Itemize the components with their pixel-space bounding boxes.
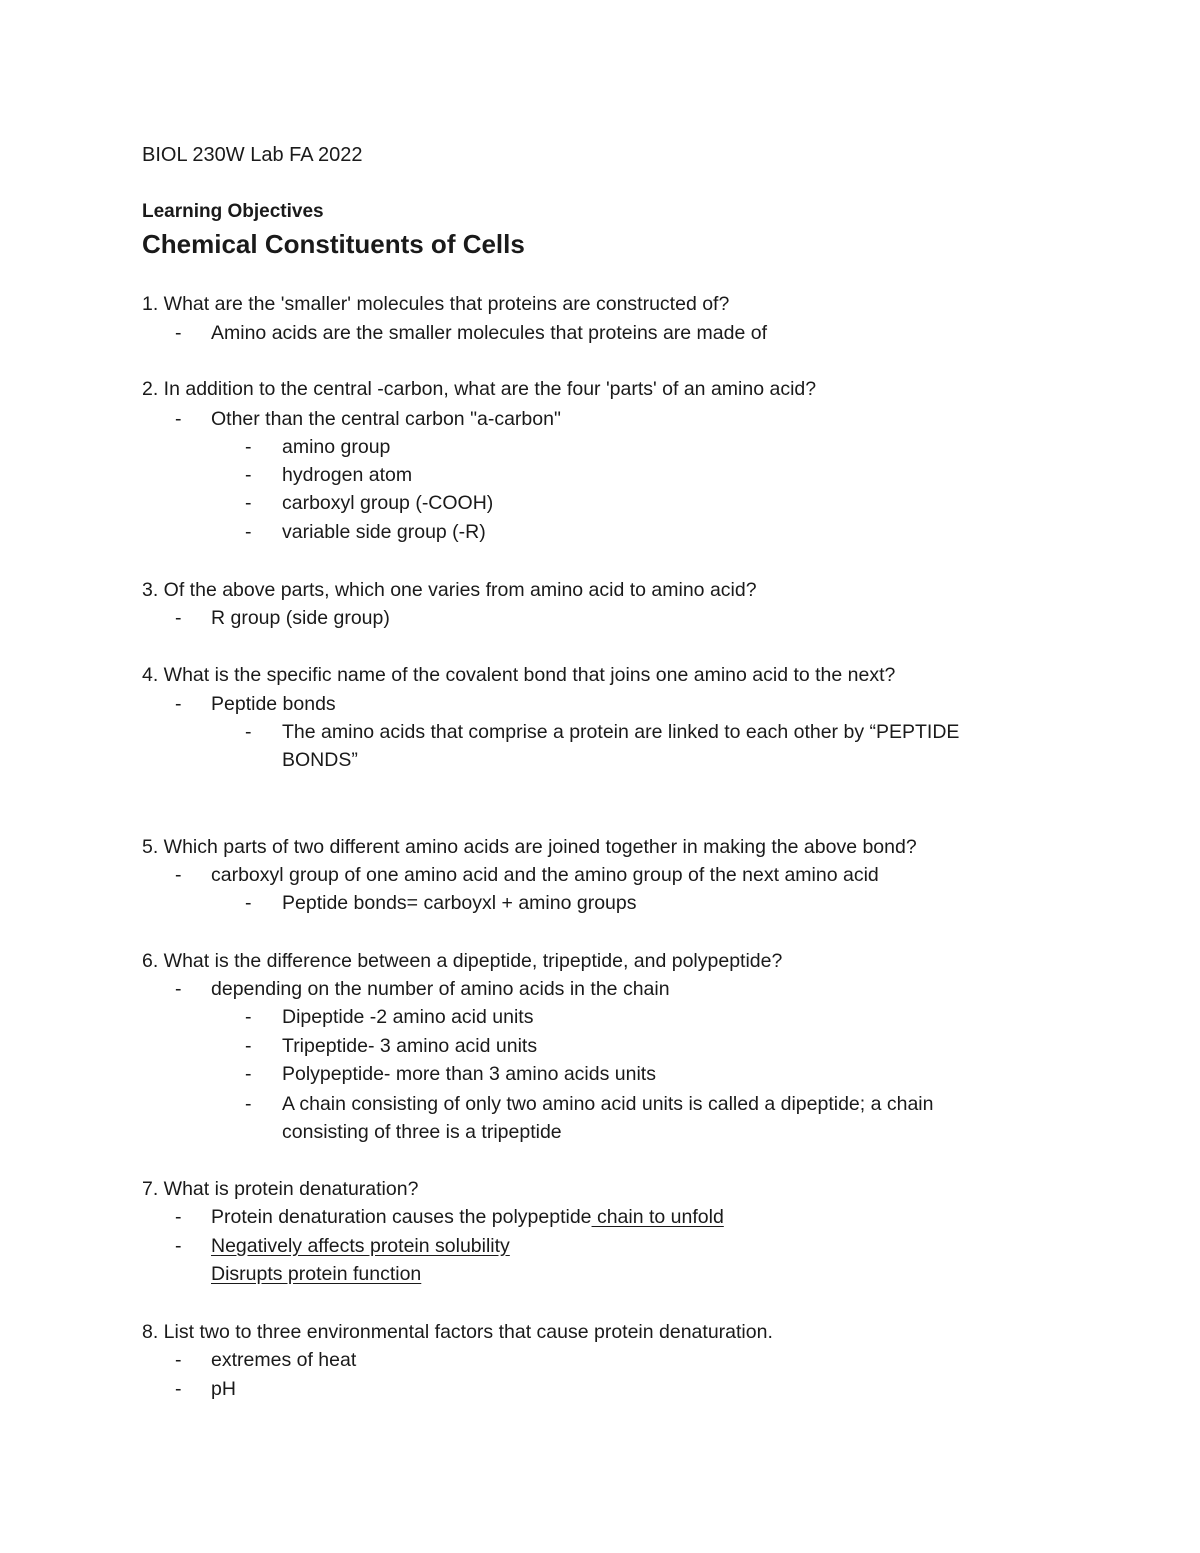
subanswer-4-1: The amino acids that comprise a protein are linked to each other by “PEPTIDE — [282, 721, 960, 743]
bullet-dash: - — [245, 464, 252, 486]
question-4: 4. What is the specific name of the covalent bond that joins one amino acid to the next? — [142, 664, 896, 686]
bullet-dash: - — [245, 1093, 252, 1115]
answer-6-1: depending on the number of amino acids in the chain — [211, 978, 670, 1000]
subanswer-4-1-cont: BONDS” — [282, 749, 358, 771]
answer-2-1: Other than the central carbon "a-carbon" — [211, 408, 561, 430]
bullet-dash: - — [245, 492, 252, 514]
bullet-dash: - — [245, 521, 252, 543]
bullet-dash: - — [175, 693, 182, 715]
question-3: 3. Of the above parts, which one varies from amino acid to amino acid? — [142, 579, 757, 601]
subanswer-6-2: Tripeptide- 3 amino acid units — [282, 1035, 538, 1057]
section-subheading: Learning Objectives — [142, 201, 324, 222]
bullet-dash: - — [175, 978, 182, 1000]
question-8: 8. List two to three environmental factors that cause protein denaturation. — [142, 1321, 773, 1343]
question-5: 5. Which parts of two different amino acids are joined together in making the above bond? — [142, 836, 917, 858]
answer-7-2: Negatively affects protein solubility — [211, 1235, 510, 1257]
bullet-dash: - — [245, 721, 252, 743]
subanswer-6-1: Dipeptide -2 amino acid units — [282, 1006, 534, 1028]
bullet-dash: - — [175, 322, 182, 344]
answer-7-1 — [211, 1203, 724, 1231]
bullet-dash: - — [245, 1063, 252, 1085]
question-1: 1. What are the 'smaller' molecules that proteins are constructed of? — [142, 293, 730, 315]
bullet-dash: - — [175, 864, 182, 886]
bullet-dash: - — [175, 1349, 182, 1371]
answer-7-1-underlined: chain to unfold — [591, 1206, 724, 1228]
bullet-dash: - — [175, 1378, 182, 1400]
answer-1-1: Amino acids are the smaller molecules that proteins are made of — [211, 322, 768, 344]
subanswer-2-4: variable side group (-R) — [282, 521, 486, 543]
bullet-dash: - — [175, 1235, 182, 1257]
answer-3-1: R group (side group) — [211, 607, 390, 629]
answer-5-1: carboxyl group of one amino acid and the amino group of the next amino acid — [211, 864, 879, 886]
subanswer-6-3: Polypeptide- more than 3 amino acids units — [282, 1063, 656, 1085]
bullet-dash: - — [245, 1035, 252, 1057]
bullet-dash: - — [245, 436, 252, 458]
subanswer-6-4: A chain consisting of only two amino acid units is called a dipeptide; a chain — [282, 1093, 934, 1115]
bullet-dash: - — [175, 408, 182, 430]
answer-4-1: Peptide bonds — [211, 693, 336, 715]
subanswer-2-3: carboxyl group (-COOH) — [282, 492, 494, 514]
answer-7-3: Disrupts protein function — [211, 1263, 422, 1285]
question-6: 6. What is the difference between a dipeptide, tripeptide, and polypeptide? — [142, 950, 783, 972]
subanswer-5-1: Peptide bonds= carboyxl + amino groups — [282, 892, 637, 914]
answer-8-2: pH — [211, 1378, 236, 1400]
question-2: 2. In addition to the central -carbon, what are the four 'parts' of an amino acid? — [142, 378, 817, 400]
answer-8-1: extremes of heat — [211, 1349, 357, 1371]
subanswer-6-4-cont: consisting of three is a tripeptide — [282, 1121, 562, 1143]
question-7: 7. What is protein denaturation? — [142, 1178, 419, 1200]
subanswer-2-1: amino group — [282, 436, 391, 458]
page-title: Chemical Constituents of Cells — [142, 229, 525, 259]
bullet-dash: - — [245, 1006, 252, 1028]
bullet-dash: - — [245, 892, 252, 914]
course-header: BIOL 230W Lab FA 2022 — [142, 144, 363, 166]
subanswer-2-2: hydrogen atom — [282, 464, 413, 486]
bullet-dash: - — [175, 1206, 182, 1228]
answer-7-1-text: Protein denaturation causes the polypeptide — [211, 1206, 592, 1228]
bullet-dash: - — [175, 607, 182, 629]
